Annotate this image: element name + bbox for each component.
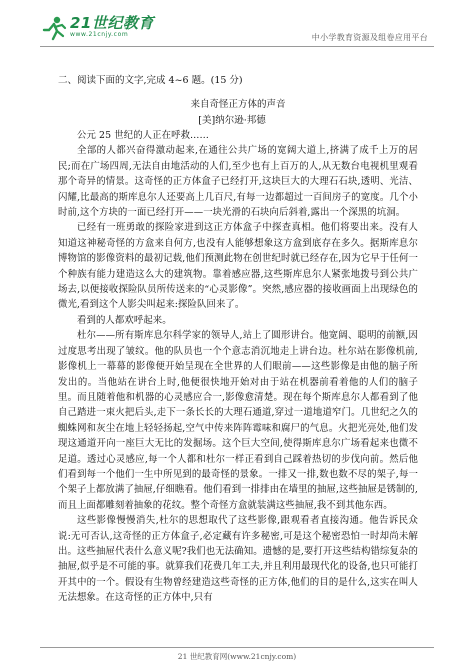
article-title: 来自奇怪正方体的声音 [190, 99, 286, 110]
paragraph: 公元 25 世纪的人正在呼救…… [77, 130, 209, 141]
document-body [58, 74, 418, 606]
paragraph: 已经有一班勇敢的探险家进到这正方体盒子中探查真相。他们将要出来。没有人知道这神秘奇怪的方盒来自何方,也没有人能够想象这方盒到底存在多久。据斯库息尔博物馆的影像资料的最初记载,他们预测此物在创世纪时就已经存在,因为它早于任何一个种族有能力建造这么大的建筑物。靠着感应器,这些斯库息尔人紧张地拨号到公共广场去,以便接收探险队员所传送来的“心灵影像”。突然,感应器的接收画面上出现绿色的微光,看到这个人影尖叫起来:探险队回来了。 [58, 222, 418, 311]
header-platform-text: 中小学教育资源及组卷应用平台 [311, 33, 428, 42]
logo-url: www.21cnjy.com [70, 31, 129, 38]
running-figure-logo-icon [40, 15, 68, 41]
section-heading: 二、阅读下面的文字,完成 4~6 题。(15 分) [58, 75, 243, 86]
paragraph: 杜尔——所有斯库息尔科学家的领导人,站上了圆形讲台。他宽阔、聪明的前额,因过度思考出现了皱纹。他的队员也一个个意志消沉地走上讲台边。杜尔站在影像机前,影像机上一幕幕的影像便开始呈现在全世界的人们眼前——这些影像是由他的脑子所发出的。当他站在讲台上时,他便很快地开始对由于站在机器前看着他的人们的脑子里。而且随着他和机器的心灵感应合一,影像愈清楚。现在每个斯库息尔人都看到了他自己踏进一束火把后头,走下一条长长的大理石通道,穿过一道地道窄门。几世纪之久的蜘蛛网和灰尘在地上轻轻扬起,空气中传来阵阵霉味和腐尸的气息。火把光亮处,他们发现这通道开向一座巨大无比的发掘场。这个巨大空间,使得斯库息尔广场看起来也微不足道。透过心灵感应,每一个人都和杜尔一样正看到自己踩着热切的步伐向前。然后他们看到每一个他们一生中所见到的最奇怪的景象。一排又一排,数也数不尽的架子,每一个架子上都放满了抽屉,仔细瞧看。他们看到一排排由在墙里的抽屉,这些抽屉是锈制的,而且上面都雕刻着抽象的花纹。整个奇怪方盒就装满这些抽屉,我不到其他东西。 [58, 330, 418, 511]
paragraph: 这些影像慢慢消失,杜尔的思想取代了这些影像,跟观看者直接沟通。他告诉民众说:无可否认,这奇怪的正方体盒子,必定藏有许多秘密,可是这个秘密恐怕一时却尚未解出。这些抽屉代表什么意义呢?我们也无法确知。遗憾的是,要打开这些结构错综复杂的抽屉,似乎是不可能的事。就算我们花费几年工夫,并且利用最现代化的设备,也只可能打开其中的一个。假设有生物曾经建造这些奇怪的正方体,他们的目的是什么,这实在叫人无法想象。在这奇怪的正方体中,只有 [58, 515, 418, 604]
article-author: [美]纳尔逊·邦德 [198, 115, 266, 126]
page-header [0, 0, 474, 52]
site-logo [40, 15, 154, 41]
paragraph: 全部的人都兴奋得激动起来,在通往公共广场的宽阔大道上,挤满了成千上万的居民;而在广场四周,无法自由地活动的人们,至少也有上百万的人,从无数台电视机里观看那个奇异的情景。这奇怪的正方体盒子已经打开,这块巨大的大理石石块,透明、光洁、闪耀,比最高的斯库息尔人还要高上几百尺,有每一边都超过一百间房子的宽度。几个小时前,这个方块的一面已经打开——一块光滑的石块向后斜着,露出一个深黑的坑洞。 [58, 145, 418, 219]
logo-title: 21世纪教育 [70, 14, 154, 32]
page-footer: 21 世纪教育网(www.21cnjy.com) [177, 652, 297, 661]
footer-divider [40, 647, 434, 648]
header-divider [40, 46, 434, 47]
paragraph: 看到的人都欢呼起来。 [77, 314, 172, 326]
